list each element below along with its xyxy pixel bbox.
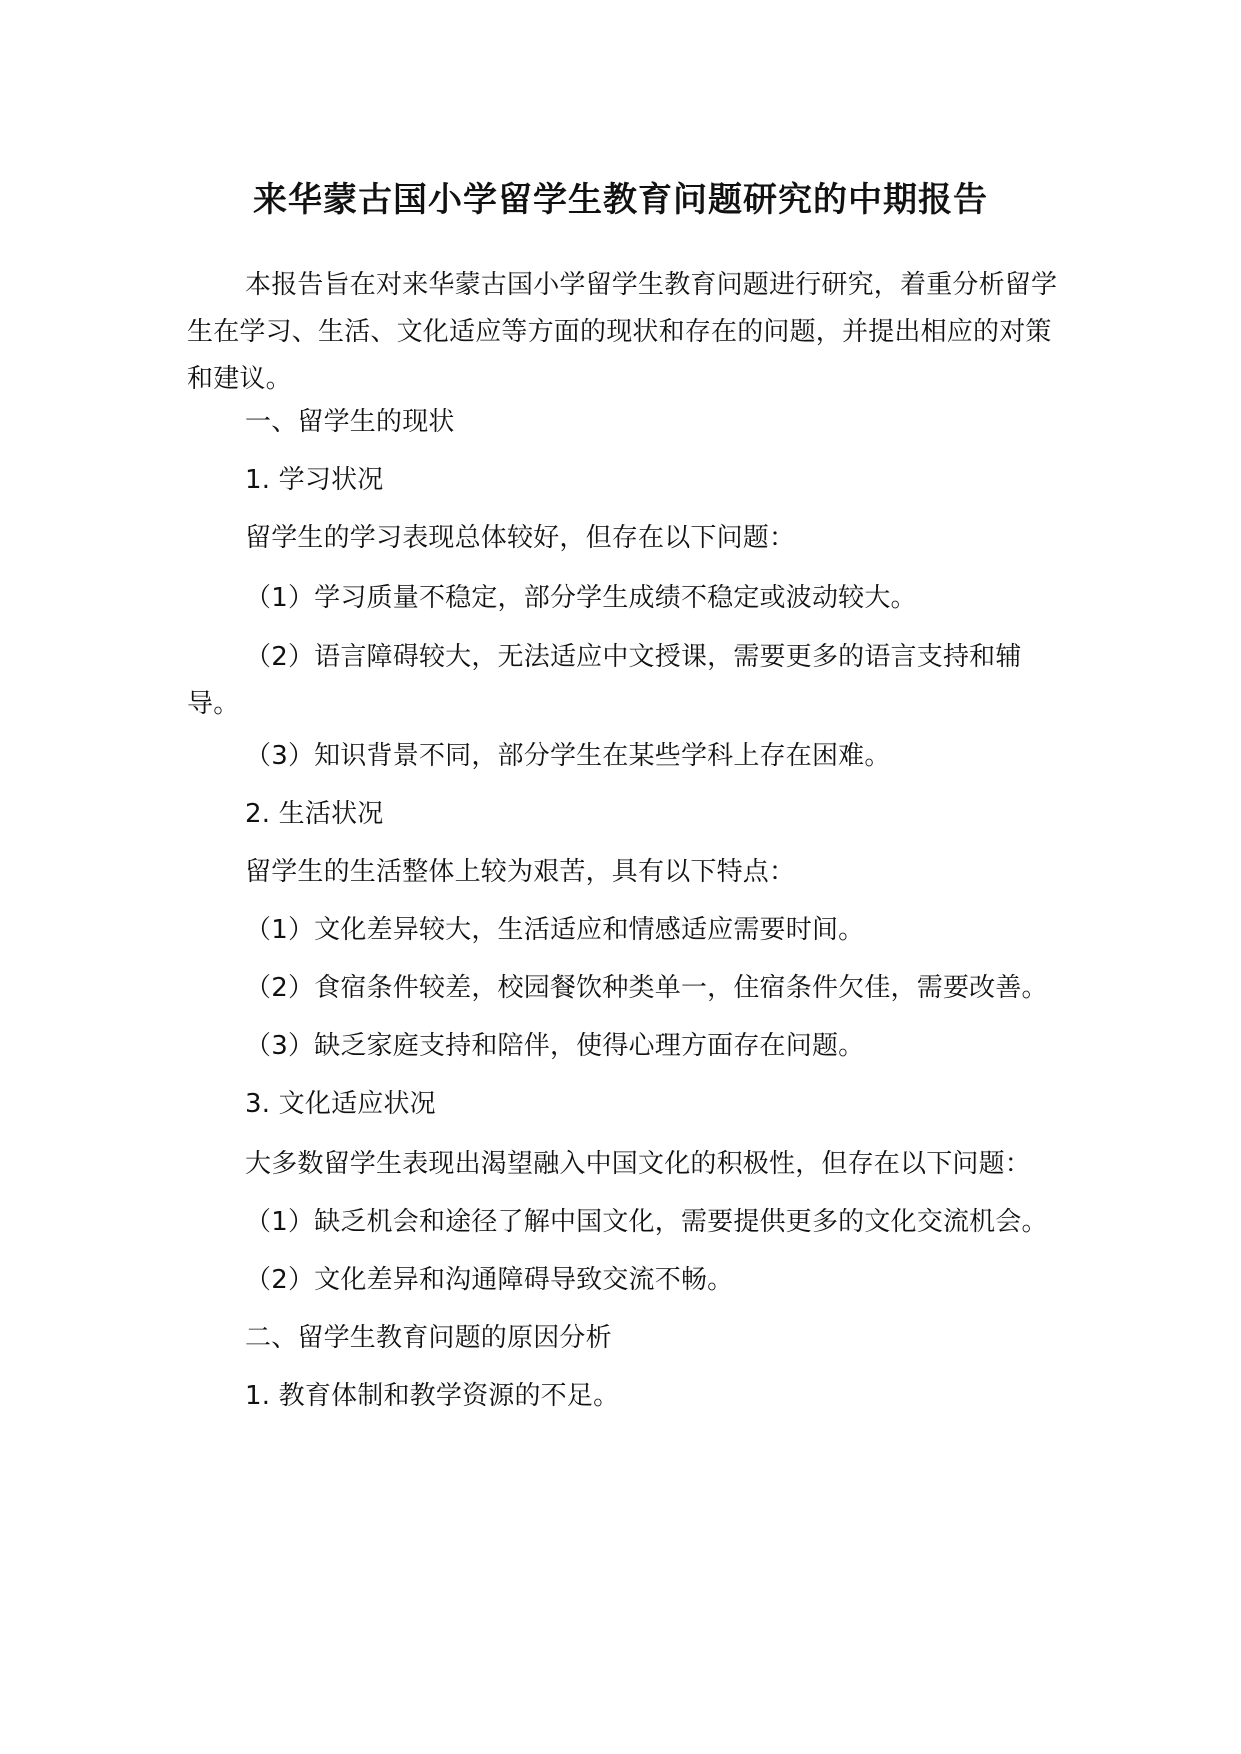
subsection-1-2-heading: 2. 生活状况 — [245, 799, 384, 829]
subsection-1-2-item-3: （3）缺乏家庭支持和陪伴，使得心理方面存在问题。 — [245, 1031, 865, 1061]
subsection-2-1-heading: 1. 教育体制和教学资源的不足。 — [245, 1381, 620, 1411]
subsection-1-3-lead: 大多数留学生表现出渴望融入中国文化的积极性，但存在以下问题： — [245, 1149, 1032, 1179]
subsection-1-2-item-1: （1）文化差异较大，生活适应和情感适应需要时间。 — [245, 915, 865, 945]
subsection-1-2-lead: 留学生的生活整体上较为艰苦，具有以下特点： — [245, 857, 796, 887]
subsection-1-1-item-1: （1）学习质量不稳定，部分学生成绩不稳定或波动较大。 — [245, 583, 917, 613]
section-1-heading: 一、留学生的现状 — [245, 407, 455, 437]
subsection-1-3-heading: 3. 文化适应状况 — [245, 1089, 436, 1119]
subsection-1-3-item-2: （2）文化差异和沟通障碍导致交流不畅。 — [245, 1265, 734, 1295]
subsection-1-2-item-2: （2）食宿条件较差，校园餐饮种类单一，住宿条件欠佳，需要改善。 — [245, 973, 1048, 1003]
subsection-1-1-item-3: （3）知识背景不同，部分学生在某些学科上存在困难。 — [245, 741, 891, 771]
subsection-1-3-item-1: （1）缺乏机会和途径了解中国文化，需要提供更多的文化交流机会。 — [245, 1207, 1048, 1237]
document-title: 来华蒙古国小学留学生教育问题研究的中期报告 — [253, 180, 988, 220]
intro-paragraph: 本报告旨在对来华蒙古国小学留学生教育问题进行研究，着重分析留学生在学习、生活、文化适应等方面的现状和存在的问题，并提出相应的对策和建议。 — [187, 270, 1058, 394]
subsection-1-1-item-2: （2）语言障碍较大，无法适应中文授课，需要更多的语言支持和辅导。 — [187, 642, 1022, 719]
subsection-1-1-heading: 1. 学习状况 — [245, 465, 384, 495]
section-2-heading: 二、留学生教育问题的原因分析 — [245, 1323, 612, 1353]
subsection-1-1-lead: 留学生的学习表现总体较好，但存在以下问题： — [245, 523, 796, 553]
